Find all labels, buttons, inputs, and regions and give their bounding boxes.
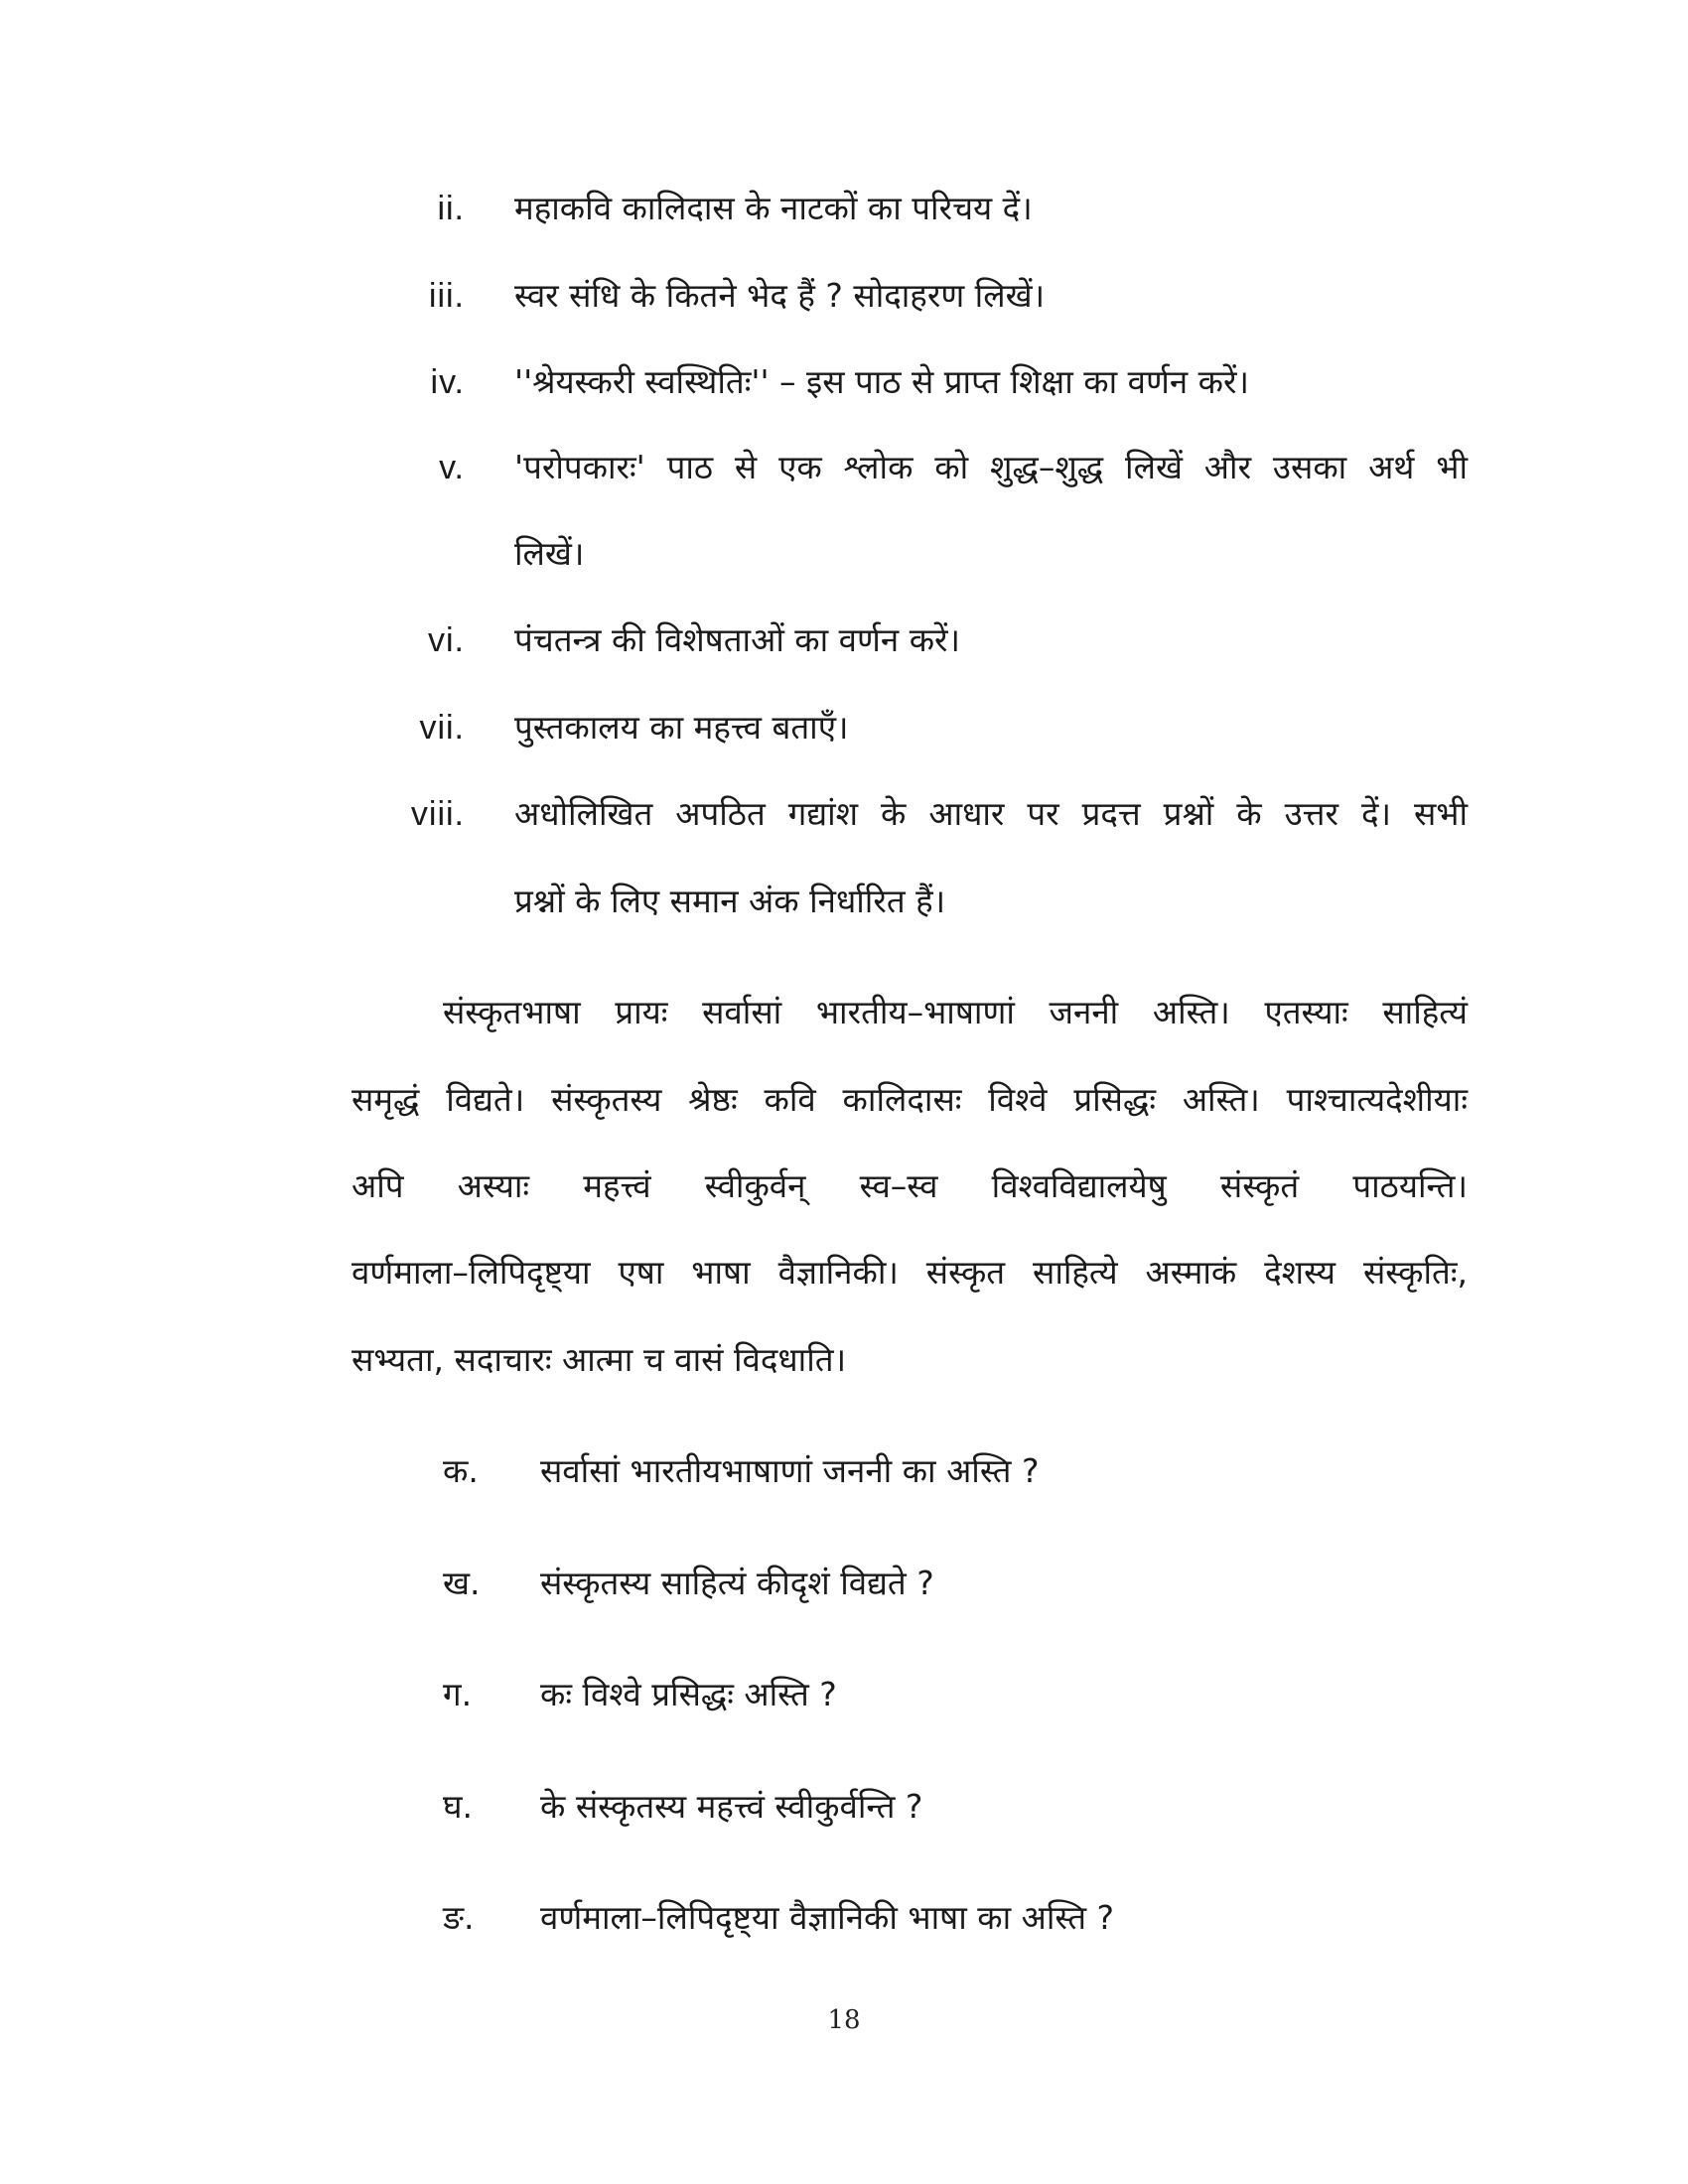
- question-text-continued: लिखें।: [514, 534, 585, 573]
- question-v-continued: [0, 524, 1688, 584]
- question-text: स्वर संधि के कितने भेद हैं ? सोदाहरण लिखें।: [514, 276, 1046, 315]
- question-number: vii.: [419, 709, 465, 747]
- question-text: पंचतन्त्र की विशेषताओं का वर्णन करें।: [514, 620, 961, 659]
- question-vi: [0, 611, 1688, 670]
- sub-question-label: ङ.: [443, 1898, 475, 1937]
- question-number: iv.: [430, 363, 465, 401]
- sub-question-label: क.: [443, 1451, 479, 1490]
- question-text: अधोलिखित अपठित गद्यांश के आधार पर प्रदत्त प्रश्नों के उत्तर दें। सभी: [514, 794, 1468, 833]
- sub-question-text: संस्कृतस्य साहित्यं कीदृशं विद्यते ?: [540, 1564, 934, 1602]
- question-text: ''श्रेयस्करी स्वस्थितिः'' – इस पाठ से प्राप्त शिक्षा का वर्णन करें।: [514, 362, 1249, 401]
- question-text-continued: प्रश्नों के लिए समान अंक निर्धारित हैं।: [514, 882, 946, 920]
- sub-question-gha: [0, 1777, 1688, 1837]
- question-number: iii.: [428, 277, 465, 315]
- question-viii-continued: [0, 872, 1688, 931]
- page-number: 18: [827, 2005, 861, 2035]
- passage-line: अपि अस्याः महत्त्वं स्वीकुर्वन् स्व–स्व विश्वविद्यालयेषु संस्कृतं पाठयन्ति।: [352, 1166, 1468, 1205]
- sub-question-label: घ.: [443, 1787, 473, 1826]
- question-number: viii.: [410, 795, 465, 833]
- question-number: ii.: [437, 190, 465, 227]
- sub-question-text: के संस्कृतस्य महत्त्वं स्वीकुर्वन्ति ?: [540, 1787, 923, 1826]
- question-text: पुस्तकालय का महत्त्व बताएँ।: [514, 708, 849, 747]
- question-ii: [0, 179, 1688, 238]
- question-viii: [0, 784, 1688, 844]
- sub-question-text: वर्णमाला–लिपिदृष्ट्या वैज्ञानिकी भाषा का अस्ति ?: [540, 1898, 1115, 1937]
- question-iii: [0, 266, 1688, 326]
- question-number: v.: [439, 449, 465, 486]
- question-vii: [0, 698, 1688, 757]
- question-v: [0, 438, 1688, 497]
- passage-line: वर्णमाला–लिपिदृष्ट्या एषा भाषा वैज्ञानिकी। संस्कृत साहित्ये अस्माकं देशस्य संस्कृतिः,: [352, 1253, 1468, 1292]
- question-iv: [0, 352, 1688, 412]
- question-text: 'परोपकारः' पाठ से एक श्लोक को शुद्ध–शुद्ध लिखें और उसका अर्थ भी: [514, 448, 1468, 486]
- sub-question-text: कः विश्वे प्रसिद्धः अस्ति ?: [540, 1675, 837, 1713]
- sub-question-ga: [0, 1665, 1688, 1724]
- question-text: महाकवि कालिदास के नाटकों का परिचय दें।: [514, 189, 1033, 227]
- sub-question-label: ख.: [443, 1564, 481, 1602]
- sub-question-nga: [0, 1888, 1688, 1948]
- passage-line: संस्कृतभाषा प्रायः सर्वासां भारतीय–भाषाणां जननी अस्ति। एतस्याः साहित्यं: [443, 993, 1468, 1031]
- sub-question-kha: [0, 1554, 1688, 1613]
- passage-line: समृद्धं विद्यते। संस्कृतस्य श्रेष्ठः कवि कालिदासः विश्वे प्रसिद्धः अस्ति। पाश्चात्यदेशीयाः: [352, 1080, 1468, 1119]
- sub-question-ka: [0, 1441, 1688, 1501]
- question-number: vi.: [428, 621, 465, 659]
- sub-question-label: ग.: [443, 1675, 473, 1713]
- sub-question-text: सर्वासां भारतीयभाषाणां जननी का अस्ति ?: [540, 1451, 1040, 1490]
- passage-line: सभ्यता, सदाचारः आत्मा च वासं विदधाति।: [352, 1340, 847, 1379]
